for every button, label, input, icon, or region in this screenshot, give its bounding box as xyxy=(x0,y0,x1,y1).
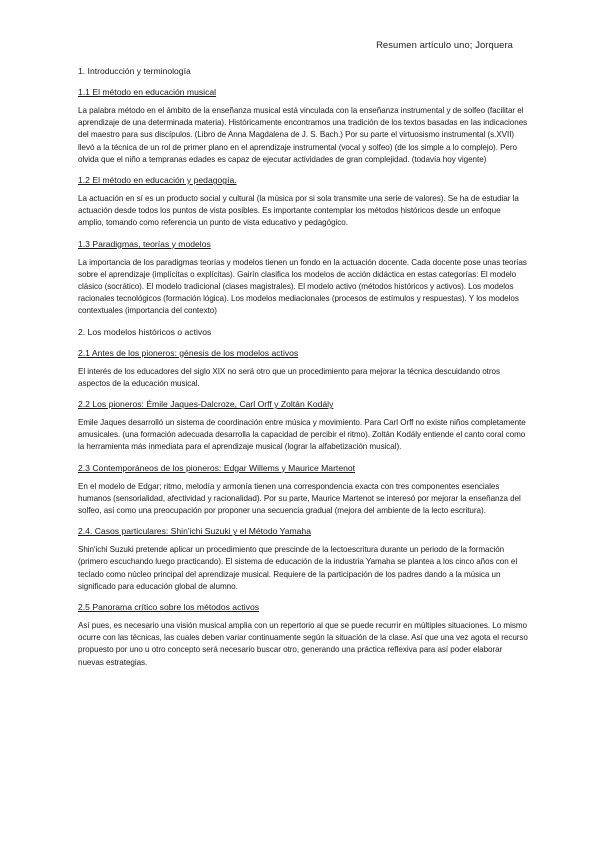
paragraph: La actuación en sí es un producto social y cultural (la música por si sola transmite una serie de valores). Se ha de estudiar la actuación desde todos los puntos de vista posibles. Es importante contemplar los métodos históricos desde un enfoque amplio, tomando como referencia un punto de vista educativo y pedagógico. xyxy=(78,194,519,228)
paragraph: Así pues, es necesario una visión musical amplia con un repertorio al que se puede recurrir en múltiples situaciones. Lo mismo ocurre con las técnicas, las cuales deben variar continuamente según la situación de la clase. Así que una vez agota el recurso propuesto por uno u otro concepto será necesario buscar otro, generando una práctica reflexiva para así poder elaborar nuevas estrategias. xyxy=(78,621,528,667)
paragraph: El interés de los educadores del siglo XIX no será otro que un procedimiento para mejorar la técnica descuidando otros aspectos de la educación musical. xyxy=(78,366,500,388)
paragraph: Emile Jaques desarrolló un sistema de coordinación entre música y movimiento. Para Carl Orff no existe niños completamente amusicales. (una formación adecuada desarrolla la capacidad de percibir el ritmo). Zoltán Kodály entiende el canto coral como la herramienta más inmediata para el aprendizaje musical (lograr la alfabetización musical). xyxy=(78,418,526,452)
page-header: Resumen artículo uno; Jorquera xyxy=(376,39,513,50)
subsection-heading: 1.3 Paradigmas, teorías y modelos xyxy=(78,238,211,249)
subsection-heading: 2.4. Casos particulares: Shin'ichi Suzuki y el Método Yamaha xyxy=(78,526,311,537)
subsection-heading: 1.1 El método en educación musical xyxy=(78,87,217,97)
paragraph: La palabra método en el ámbito de la enseñanza musical está vinculada con la enseñanza instrumental y de solfeo (facilitar el aprendizaje de una determinada materia). Históricamente encontramos una tradición de los textos basadas en las indicaciones del maestro para sus discípulos. (Libro de Anna Magdalena de J. S. Bach.) Por su parte el virtuosismo instrumental (s.XVII) llevó a la técnica de un rol de primer plano en el aprendizaje instrumental (vocal y solfeo) (de los simple a lo complejo). Pero olvida que el niño a tempranas edades es capaz de ejecutar actividades de gran complejidad. (todavía hoy vigente) xyxy=(78,106,528,164)
subsection-heading: 2.5 Panorama crítico sobre los métodos activos xyxy=(78,602,260,613)
subsection-heading: 2.3 Contemporáneos de los pioneros: Edgar Willems y Maurice Martenot xyxy=(78,462,356,473)
section-heading: 1. Introducción y terminología xyxy=(78,66,191,76)
section-heading: 2. Los modelos históricos o activos xyxy=(78,326,212,337)
subsection-heading: 2.1 Antes de los pioneros: génesis de los modelos activos xyxy=(78,347,299,358)
paragraph: Shin'ichi Suzuki pretende aplicar un procedimiento que prescinde de la lectoescritura durante un periodo de la formación (primero escuchando luego practicando). El sistema de educación de la industria Yamaha se plantea a los cinco años con el teclado como núcleo principal del aprendizaje musical. Requiere de la participación de los padres dando a la música un significado para educación global de alumno. xyxy=(78,545,518,591)
subsection-heading: 2.2 Los pioneros: Émile Jaques-Dalcroze, Carl Orff y Zoltán Kodály xyxy=(78,399,334,410)
subsection-heading: 1.2 El método en educación y pedagogía. xyxy=(78,175,237,186)
document-body xyxy=(78,66,528,678)
paragraph: La importancia de los paradigmas teorías y modelos tienen un fondo en la actuación docente. Cada docente pose unas teorías sobre el aprendizaje (implícitas o explícitas). Gairín clasifica los modelos de acción didáctica en estas categorías: El modelo clásico (socrático). El modelo tradicional (clases magistrales). El modelo activo (métodos históricos y activos). Los modelos racionales tecnológicos (formación lógica). Los modelos mediacionales (procesos de estímulos y respuestas). Y los modelos contextuales (importancia del contexto) xyxy=(78,257,527,316)
paragraph: En el modelo de Edgar; ritmo, melodía y armonía tienen una correspondencia exacta con tres componentes esenciales humanos (sensorialidad, afectividad y racionalidad). Por su parte, Maurice Martenot se interesó por mejorar la enseñanza del solfeo, así como una preocupación por proponer una secuencia gradual (mejora del ambiente de la lecto escritura). xyxy=(78,481,521,516)
